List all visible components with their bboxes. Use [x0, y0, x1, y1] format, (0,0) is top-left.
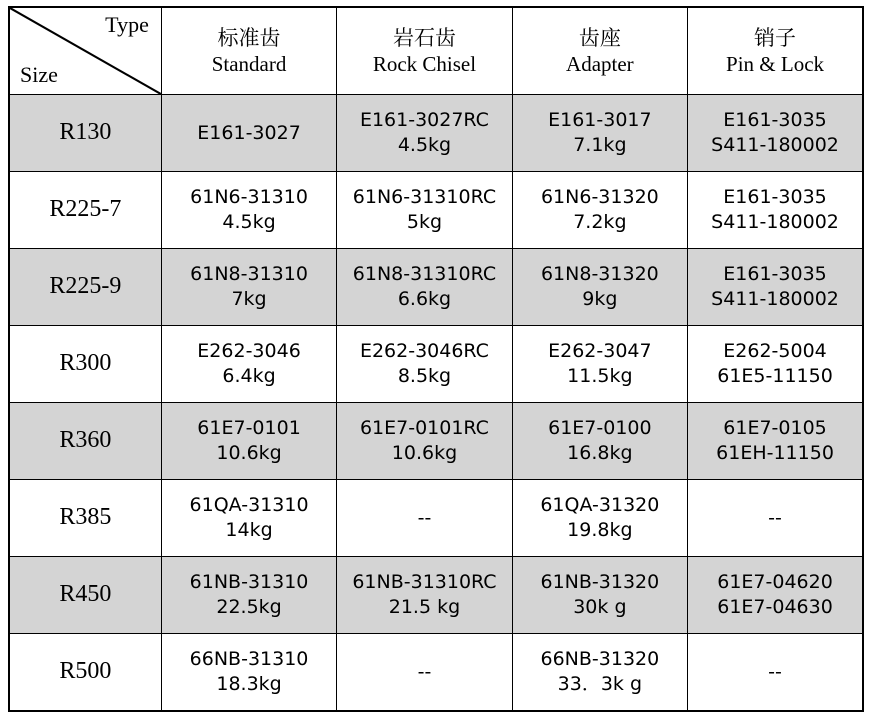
cell-line-1: E262-3046RC: [359, 340, 489, 363]
cell-line-1: 61E7-0105: [723, 417, 827, 440]
cell-rock-chisel: [337, 557, 512, 634]
cell-adapter: [512, 480, 687, 557]
row-size-label: R225-7: [9, 172, 161, 249]
cell-line-2: 61E5-11150: [717, 365, 833, 387]
cell-line-2: 7.1kg: [573, 134, 627, 156]
cell-standard: [161, 326, 336, 403]
cell-line-2: 6.4kg: [222, 365, 276, 387]
cell-rock-chisel: [337, 172, 512, 249]
cell-line-1: 61E7-04620: [717, 571, 833, 594]
cell-standard: [161, 95, 336, 172]
cell-rock-chisel: --: [337, 480, 512, 557]
cell-pin-lock: --: [688, 480, 863, 557]
cell-line-2: 4.5kg: [397, 134, 452, 156]
table-row: [9, 403, 863, 480]
cell-adapter: [512, 634, 687, 712]
cell-line-1: 66NB-31320: [540, 648, 660, 671]
row-size-label: R300: [9, 326, 161, 403]
cell-rock-chisel: --: [337, 634, 512, 712]
cell-line-2: 10.6kg: [391, 442, 458, 464]
cell-rock-chisel: [337, 403, 512, 480]
cell-adapter: [512, 403, 687, 480]
header-col-rock-chisel-cn: 岩石齿: [392, 25, 456, 50]
cell-standard: [161, 249, 336, 326]
cell-line-1: 61NB-31310: [189, 571, 309, 594]
cell-line-1: E161-3035: [723, 109, 827, 132]
header-col-adapter-en: Adapter: [566, 52, 634, 76]
cell-pin-lock: [688, 557, 863, 634]
cell-line-2: 16.8kg: [567, 442, 633, 464]
cell-line-1: 61N6-31310: [190, 186, 308, 209]
cell-line-1: 61N8-31320: [540, 263, 659, 286]
header-col-standard-en: Standard: [211, 52, 287, 76]
cell-line-2: 9kg: [582, 288, 618, 310]
cell-line-1: 61E7-0101RC: [359, 417, 489, 440]
header-col-adapter: [512, 7, 687, 95]
cell-standard: [161, 634, 336, 712]
cell-adapter: [512, 326, 687, 403]
cell-line-2: 8.5kg: [397, 365, 452, 387]
cell-line-1: E262-5004: [723, 340, 827, 363]
row-size-label: R450: [9, 557, 161, 634]
header-corner-cell: [9, 7, 161, 95]
cell-line-2: 30k g: [573, 596, 627, 618]
row-size-label: R360: [9, 403, 161, 480]
header-col-pin-lock-en: Pin & Lock: [726, 52, 825, 76]
cell-line-1: E161-3035: [723, 186, 827, 209]
cell-standard: [161, 172, 336, 249]
cell-line-2: S411-180002: [711, 211, 839, 233]
cell-line-2: 14kg: [225, 519, 273, 541]
header-col-adapter-cn: 齿座: [578, 25, 621, 50]
parts-compatibility-table: [8, 6, 864, 712]
table-header-row: [9, 7, 863, 95]
cell-line-1: 61QA-31320: [540, 494, 660, 517]
row-size-label: R385: [9, 480, 161, 557]
cell-line-1: 61N6-31310RC: [352, 186, 497, 209]
cell-line-1: 61N8-31310RC: [352, 263, 497, 286]
table-row: [9, 172, 863, 249]
header-col-pin-lock-cn: 销子: [754, 25, 797, 50]
cell-line-1: E262-3046: [197, 340, 301, 363]
cell-line-1: E161-3027: [197, 121, 301, 144]
cell-line-1: E262-3047: [548, 340, 652, 363]
cell-line-2: 10.6kg: [216, 442, 282, 464]
table-row: [9, 634, 863, 712]
cell-line-2: 11.5kg: [567, 365, 633, 387]
cell-standard: [161, 480, 336, 557]
header-type-label: Type: [105, 12, 149, 37]
header-col-pin-lock: [688, 7, 863, 95]
row-size-label: R225-9: [9, 249, 161, 326]
cell-adapter: [512, 172, 687, 249]
cell-line-1: 66NB-31310: [189, 648, 309, 671]
cell-line-1: 61N8-31310: [190, 263, 308, 286]
cell-rock-chisel: [337, 326, 512, 403]
cell-pin-lock: [688, 249, 863, 326]
table-row: [9, 95, 863, 172]
cell-line-1: E161-3027RC: [359, 109, 489, 132]
cell-line-2: 22.5kg: [216, 596, 282, 618]
cell-line-1: 61QA-31310: [189, 494, 309, 517]
parts-table-sheet: [8, 6, 864, 695]
header-col-rock-chisel: [337, 7, 512, 95]
cell-line-2: 61E7-04630: [717, 596, 833, 618]
row-size-label: R130: [9, 95, 161, 172]
cell-line-2: 19.8kg: [567, 519, 633, 541]
table-row: [9, 326, 863, 403]
cell-line-1: 61E7-0100: [548, 417, 652, 440]
cell-line-2: S411-180002: [711, 288, 839, 310]
cell-line-2: S411-180002: [711, 134, 839, 156]
cell-adapter: [512, 249, 687, 326]
cell-line-2: 7kg: [231, 288, 267, 310]
cell-line-1: E161-3017: [548, 109, 652, 132]
header-col-standard: [161, 7, 336, 95]
cell-line-1: 61N6-31320: [540, 186, 659, 209]
cell-pin-lock: [688, 172, 863, 249]
table-row: [9, 249, 863, 326]
cell-pin-lock: --: [688, 634, 863, 712]
table-row: [9, 480, 863, 557]
cell-line-1: 61NB-31320: [540, 571, 660, 594]
header-size-label: Size: [20, 62, 58, 88]
cell-standard: [161, 403, 336, 480]
cell-standard: [161, 557, 336, 634]
cell-line-2: 5kg: [406, 211, 443, 233]
cell-line-2: 21.5 kg: [388, 596, 461, 618]
cell-line-2: 61EH-11150: [716, 442, 834, 464]
cell-rock-chisel: [337, 249, 512, 326]
cell-line-2: 6.6kg: [397, 288, 452, 310]
cell-adapter: [512, 557, 687, 634]
cell-line-2: 7.2kg: [573, 211, 627, 233]
cell-line-1: 61E7-0101: [197, 417, 301, 440]
table-row: [9, 557, 863, 634]
cell-pin-lock: [688, 326, 863, 403]
cell-line-2: 33．3k g: [557, 673, 643, 695]
header-col-rock-chisel-en: Rock Chisel: [372, 52, 477, 76]
cell-line-2: 4.5kg: [222, 211, 276, 233]
cell-line-1: 61NB-31310RC: [352, 571, 497, 594]
cell-pin-lock: [688, 95, 863, 172]
cell-rock-chisel: [337, 95, 512, 172]
header-col-standard-cn: 标准齿: [217, 25, 281, 50]
cell-pin-lock: [688, 403, 863, 480]
cell-line-2: 18.3kg: [216, 673, 282, 695]
cell-line-1: E161-3035: [723, 263, 827, 286]
row-size-label: R500: [9, 634, 161, 712]
cell-adapter: [512, 95, 687, 172]
